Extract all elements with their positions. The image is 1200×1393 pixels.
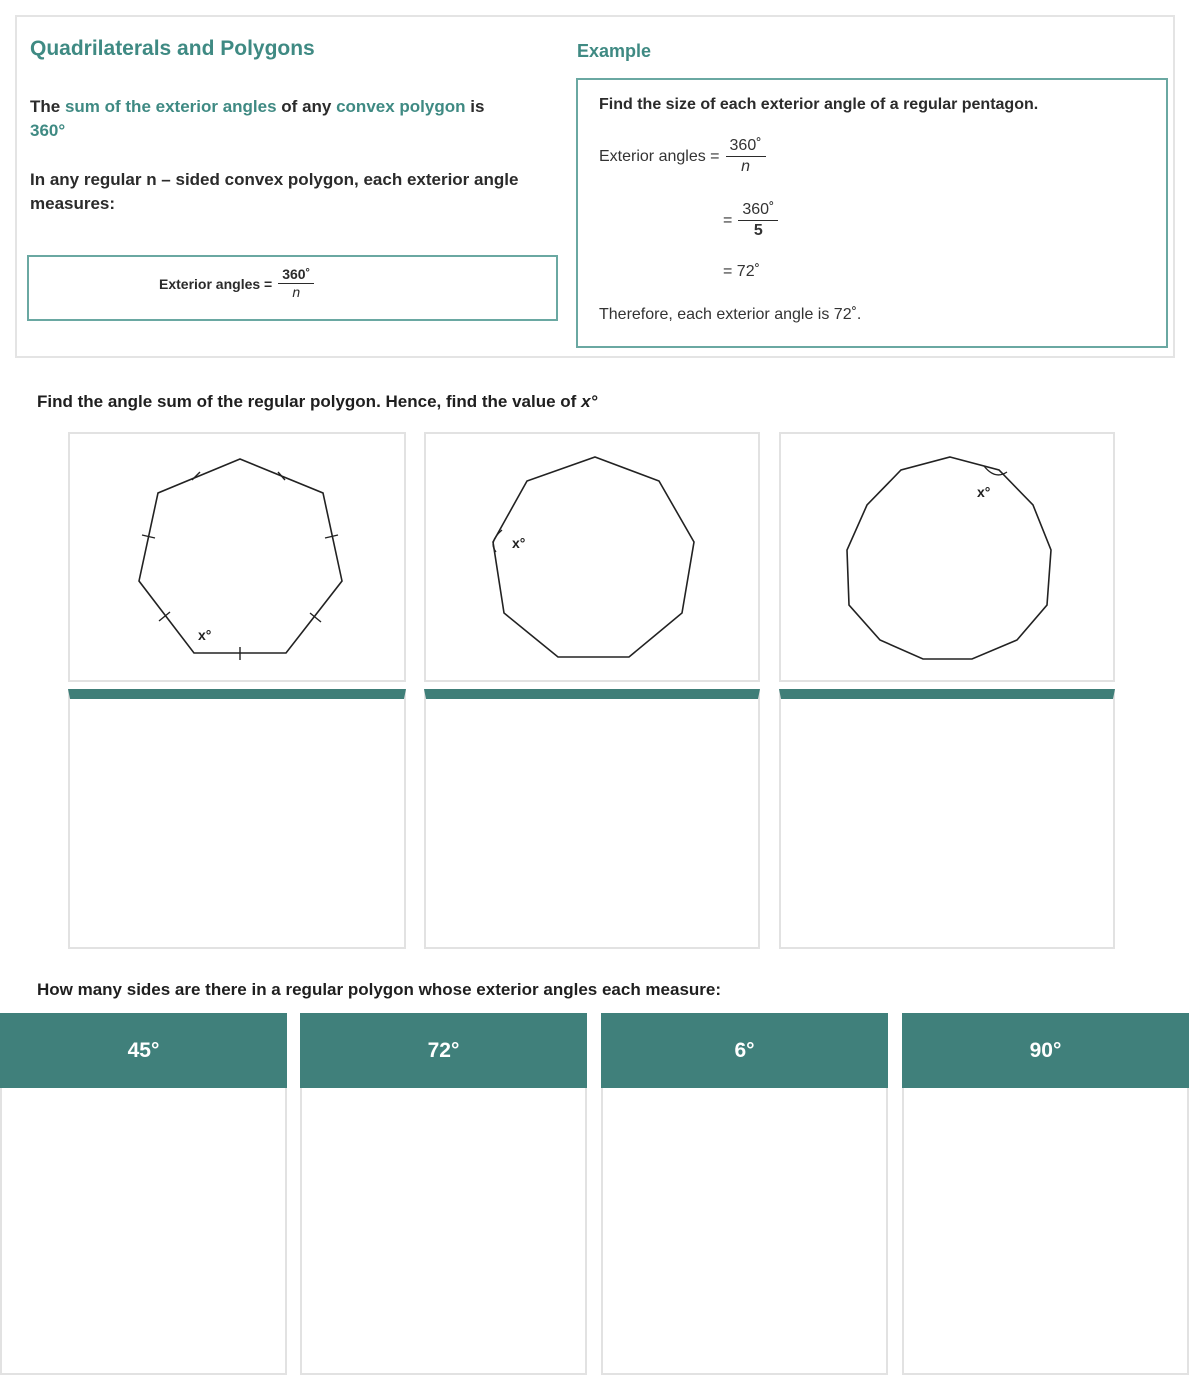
example-step-label: Exterior angles =	[599, 147, 720, 165]
answer-area-3[interactable]	[779, 689, 1115, 949]
regular-polygon-rule: In any regular n – sided convex polygon, each exterior angle measures:	[30, 170, 519, 213]
hendecagon-angle-label: x°	[977, 484, 991, 500]
formula-denominator: n	[292, 284, 301, 300]
rule-highlight: sum of the exterior angles	[64, 97, 277, 116]
question-1-prompt	[37, 392, 597, 412]
rule-text: of any	[276, 97, 337, 116]
fraction-denominator: n	[741, 158, 750, 175]
angle-header: 72°	[300, 1013, 587, 1088]
fraction-numerator: 360˚	[738, 200, 778, 221]
example-box	[576, 78, 1168, 348]
formula-numerator: 360˚	[278, 266, 314, 284]
answer-area-1[interactable]	[68, 689, 406, 949]
angle-header: 6°	[601, 1013, 888, 1088]
page-title: Quadrilaterals and Polygons	[30, 37, 315, 60]
nonagon-icon	[426, 434, 762, 684]
rule-text: The	[30, 97, 65, 116]
formula-fraction	[278, 266, 314, 301]
fraction-numerator: 360˚	[726, 136, 766, 157]
example-question: Find the size of each exterior angle of a regular pentagon.	[599, 96, 1039, 113]
heptagon-angle-label: x°	[198, 627, 212, 643]
nonagon-angle-label: x°	[512, 535, 526, 551]
rule-highlight: convex polygon	[336, 97, 466, 116]
heptagon-card	[68, 432, 406, 682]
question-2-prompt: How many sides are there in a regular polygon whose exterior angles each measure:	[37, 980, 722, 999]
nonagon-card	[424, 432, 760, 682]
rule-text: is	[465, 97, 485, 116]
angle-column-3[interactable]	[601, 1013, 888, 1375]
example-label: Example	[577, 41, 652, 61]
formula-box	[27, 255, 558, 321]
fraction-denominator: 5	[753, 222, 763, 239]
example-step-2	[723, 200, 778, 241]
hendecagon-icon	[781, 434, 1117, 684]
angle-column-1[interactable]	[0, 1013, 287, 1375]
example-fraction	[738, 200, 778, 241]
example-fraction	[726, 136, 766, 177]
formula-label: Exterior angles =	[159, 275, 273, 292]
heptagon-icon	[70, 434, 408, 684]
angle-column-4[interactable]	[902, 1013, 1189, 1375]
question-variable: x°	[581, 392, 598, 411]
hendecagon-card	[779, 432, 1115, 682]
question-text: Find the angle sum of the regular polygon. Hence, find the value of	[37, 392, 582, 411]
angle-header: 90°	[902, 1013, 1189, 1088]
equals-sign: =	[723, 211, 733, 229]
angle-column-2[interactable]	[300, 1013, 587, 1375]
rule-highlight: 360°	[30, 121, 66, 140]
formula	[159, 266, 314, 301]
angle-header: 45°	[0, 1013, 287, 1088]
example-conclusion: Therefore, each exterior angle is 72˚.	[599, 306, 862, 323]
answer-area-2[interactable]	[424, 689, 760, 949]
example-step-1	[599, 136, 766, 177]
exterior-angle-sum-rule	[30, 95, 550, 143]
example-step-3: = 72˚	[723, 263, 760, 280]
